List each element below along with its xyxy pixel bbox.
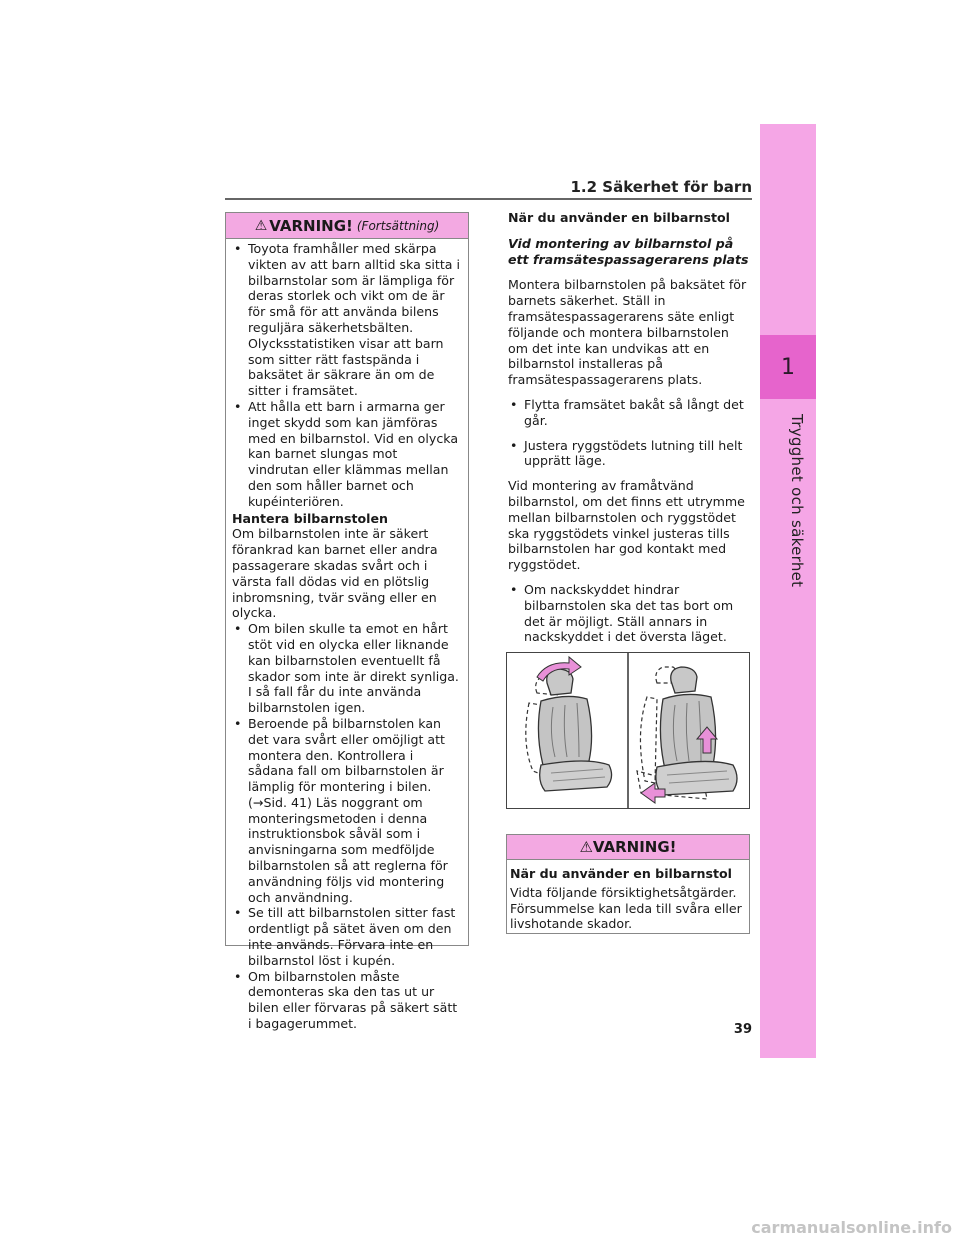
warning-triangle-icon: ⚠ [254, 217, 268, 234]
right-column [508, 210, 752, 654]
warning-title: VARNING! [592, 838, 677, 856]
list-item: • Om nackskyddet hindrar bilbarnstolen ska det tas bort om det är möjligt. Ställ annars in nackskyddet i det översta läget. [508, 582, 752, 645]
warning-box-continued [225, 212, 469, 1032]
list-item: • Beroende på bilbarnstolen kan det vara svårt eller omöjligt att montera den. Kontrollera i sådana fall om bilbarnstolen är lämplig för montering i bilen. (→Sid. 41) Läs noggrant om monteringsmetoden i denna instruktionsbok såväl som i anvisningarna som medföljde bilbarnstolen så att reglerna för användning följs vid montering och användning. [232, 716, 462, 906]
list-item: • Toyota framhåller med skärpa vikten av att barn alltid ska sitta i bilbarnstolar som är lämpliga för deras storlek och vikt om de är för små för att använda bilens reguljära säkerhetsbälten. Olycksstatistiken visar att barn som sitter rätt fastspända i baksätet är säkrare än om de sitter i framsätet. [232, 241, 462, 399]
seat-adjustment-illustration [506, 652, 750, 809]
list-item: • Justera ryggstödets lutning till helt upprätt läge. [508, 438, 752, 470]
warning-continued-label: (Fortsättning) [356, 218, 440, 233]
warning-text: Vidta följande försiktighetsåtgärder. Försummelse kan leda till svåra eller livshotande skador. [510, 884, 742, 932]
header-rule [225, 198, 752, 200]
body-paragraph: Montera bilbarnstolen på baksätet för barnets säkerhet. Ställ in framsätespassagerarens säte enligt följande och montera bilbarnstolen om det inte kan undvikas att en bilbarnstol installeras på framsätespassagerarens plats. [508, 277, 747, 388]
warning-title: VARNING! [269, 216, 353, 235]
warning-box [506, 834, 750, 934]
body-paragraph: Vid montering av framåtvänd bilbarnstol, om det finns ett utrymme mellan bilbarnstolen och ryggstödet ska ryggstödets vinkel justeras tills bilbarnstolen har god kontakt med ryggstödet. [508, 478, 745, 573]
list-item: • Flytta framsätet bakåt så långt det går. [508, 397, 752, 429]
list-item: • Att hålla ett barn i armarna ger inget skydd som kan jämföras med en bilbarnstol. Vid en olycka kan barnet slungas mot vindrutan eller klämmas mellan den som håller barnet och kupéinteriören. [232, 399, 462, 510]
chapter-side-tab[interactable] [760, 124, 816, 1058]
bullet-list [508, 582, 752, 645]
warning-paragraph: Om bilbarnstolen inte är säkert förankrad kan barnet eller andra passagerare skadas svårt och i värsta fall dödas vid en plötslig inbromsning, tvär sväng eller en olycka. [232, 526, 438, 621]
seat-left-icon [526, 657, 612, 791]
warning-triangle-icon: ⚠ [579, 838, 593, 856]
list-item: • Se till att bilbarnstolen sitter fast ordentligt på sätet även om den inte används. Förvara inte en bilbarnstol löst i kupén. [232, 905, 462, 968]
list-item: • Om bilen skulle ta emot en hårt stöt vid en olycka eller liknande kan bilbarnstolen eventuellt få skador som inte är direkt synliga. I så fall får du inte använda bilbarnstolen igen. [232, 621, 462, 716]
seat-right-icon [637, 667, 737, 803]
list-item: • Om bilbarnstolen måste demonteras ska den tas ut ur bilen eller förvaras på säkert sätt i bagagerummet. [232, 969, 462, 1032]
warning-bullet-list-2 [232, 621, 462, 1032]
warning-body [226, 239, 468, 1032]
warning-header [507, 835, 749, 860]
section-heading: När du använder en bilbarnstol [508, 210, 731, 225]
warning-bullet-list-1 [232, 241, 462, 510]
seat-illustration-svg [507, 653, 749, 808]
warning-subheading: När du använder en bilbarnstol [510, 866, 733, 881]
warning-subheading: Hantera bilbarnstolen [232, 510, 388, 526]
bullet-list [508, 397, 752, 469]
chapter-label: Trygghet och säkerhet [788, 414, 806, 588]
watermark-text: carmanualsonline.info [751, 1218, 952, 1237]
chapter-number: 1 [760, 335, 816, 399]
section-title: 1.2 Säkerhet för barn [570, 178, 752, 196]
warning-body [507, 860, 749, 932]
warning-header [226, 213, 468, 239]
page-number: 39 [733, 1022, 752, 1037]
section-subheading: Vid montering av bilbarnstol på ett framsätespassagerarens plats [508, 235, 749, 267]
